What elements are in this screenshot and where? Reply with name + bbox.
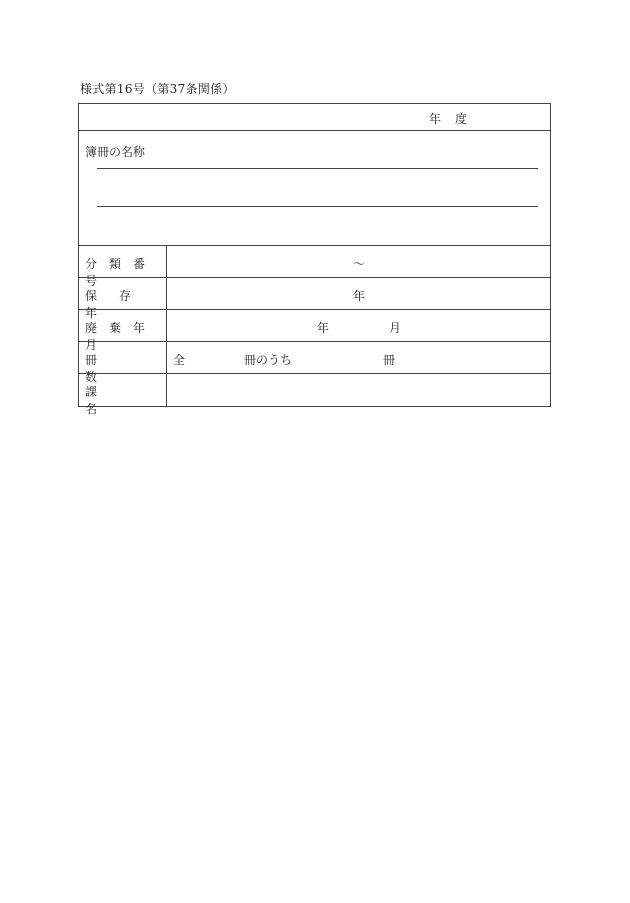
booklet-name-line-2[interactable] — [97, 206, 538, 207]
section-row — [79, 374, 550, 416]
classification-tilde: 〜 — [353, 257, 366, 271]
classification-row — [79, 246, 550, 288]
disposal-head — [79, 310, 167, 352]
booklet-name-label: 簿冊の名称 — [85, 145, 146, 159]
retention-row — [79, 278, 550, 320]
volumes-row — [79, 342, 550, 384]
year-row — [79, 104, 550, 131]
booklet-name-line-1[interactable] — [97, 168, 538, 169]
retention-nen: 年 — [353, 289, 366, 303]
booklet-name-row — [79, 131, 550, 246]
form-title: 様式第16号（第37条関係） — [80, 82, 235, 96]
volumes-label: 冊数 — [85, 353, 154, 384]
classification-label: 分類番号 — [85, 257, 158, 288]
section-label: 課名 — [85, 385, 154, 416]
disposal-row — [79, 310, 550, 352]
volumes-head — [79, 342, 167, 384]
disposal-label: 廃棄年月 — [85, 321, 158, 352]
disposal-nen: 年 — [317, 321, 330, 335]
retention-head — [79, 278, 167, 320]
classification-head — [79, 246, 167, 288]
disposal-tsuki: 月 — [389, 321, 402, 335]
volumes-satsu: 冊 — [383, 353, 396, 367]
disposal-value[interactable] — [167, 310, 550, 341]
form-table — [78, 103, 551, 416]
classification-value[interactable] — [167, 246, 550, 277]
volumes-zen: 全 — [173, 353, 186, 367]
volumes-value[interactable] — [167, 342, 550, 373]
retention-value[interactable] — [167, 278, 550, 309]
retention-label: 保存年 — [85, 289, 154, 320]
year-label: 年度 — [429, 112, 482, 126]
volumes-of-which: 冊のうち — [244, 353, 293, 367]
section-head — [79, 374, 167, 416]
section-value[interactable] — [167, 374, 550, 406]
